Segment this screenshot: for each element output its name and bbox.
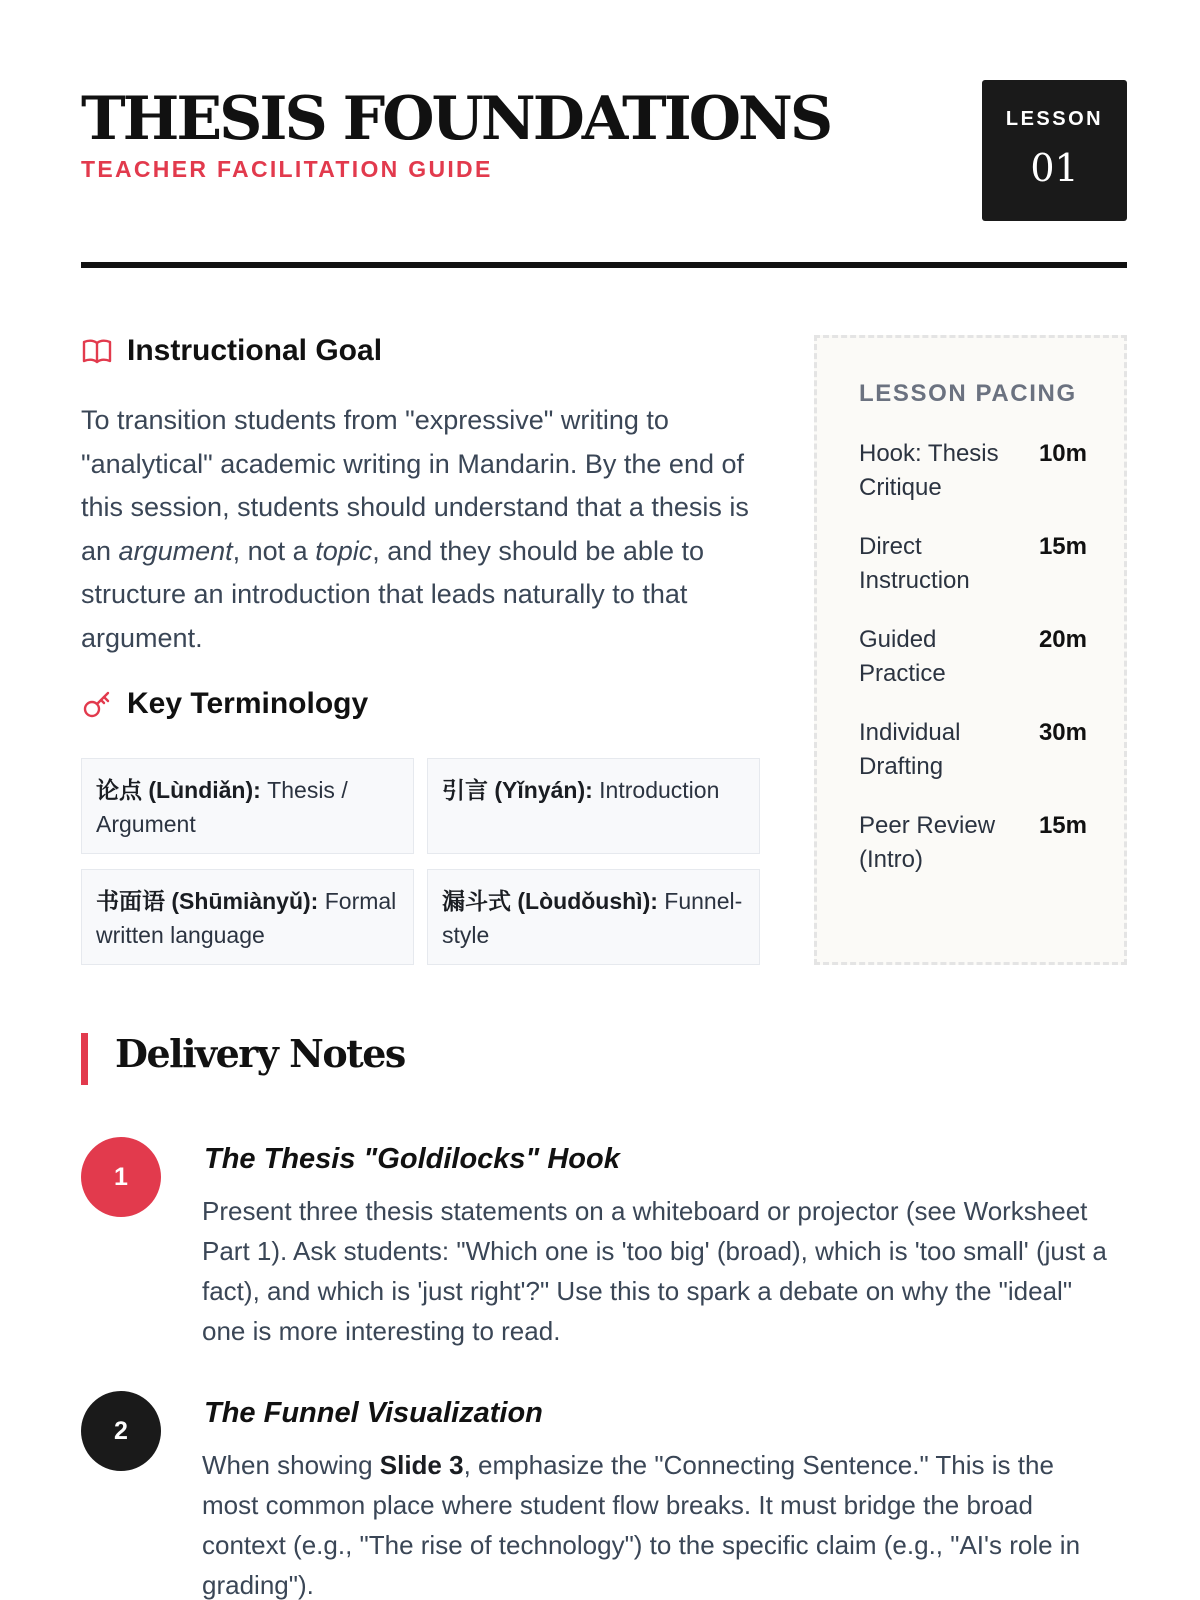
key-icon <box>81 688 113 720</box>
goal-heading <box>81 334 382 368</box>
pacing-label: Peer Review (Intro) <box>859 812 996 873</box>
pacing-label: Guided Practice <box>859 626 946 687</box>
delivery-notes-accent-bar <box>81 1033 88 1085</box>
note-number-badge: 1 <box>81 1137 161 1217</box>
book-icon <box>81 335 113 367</box>
lesson-number: 01 <box>1030 146 1079 190</box>
goal-emphasis-argument: argument <box>118 535 233 566</box>
term-label: 论点 (Lùndiǎn): <box>96 777 261 803</box>
terminology-heading-label: Key Terminology <box>127 687 369 720</box>
page-title: THESIS FOUNDATIONS <box>81 84 831 154</box>
header <box>81 80 1127 280</box>
term-label: 书面语 (Shūmiànyǔ): <box>96 888 319 914</box>
terminology-heading <box>81 687 368 721</box>
facilitation-guide-page <box>81 0 1127 1600</box>
lesson-pacing-panel <box>814 335 1127 965</box>
note-body: Present three thesis statements on a whiteboard or projector (see Worksheet Part 1). Ask students: "Which one is 'too big' (broad), which is 'too small' (just a fact), and which is 'just right'?" Use this to spark a debate on why the "ideal" one is more interesting to read. <box>202 1196 1107 1346</box>
lesson-badge <box>982 80 1127 221</box>
pacing-time: 10m <box>1038 440 1087 467</box>
term-definition: Thesis / Argument <box>96 777 348 837</box>
note-title: The Thesis "Goldilocks" Hook <box>204 1143 620 1175</box>
pacing-time: 15m <box>1038 812 1087 839</box>
term-card-yinyan <box>427 758 760 854</box>
term-label: 漏斗式 (Lòudǒushì): <box>442 888 658 914</box>
goal-text-part: , and they should be able to structure an introduction that leads naturally to that argument. <box>81 535 704 653</box>
pacing-time: 20m <box>1038 626 1087 653</box>
delivery-notes-heading: Delivery Notes <box>115 1031 405 1076</box>
pacing-time: 15m <box>1038 533 1087 560</box>
goal-text-part: To transition students from "expressive" writing to "analytical" academic writing in Mandarin. By the end of this session, students should understand that a thesis is an <box>81 405 749 566</box>
terminology-grid <box>81 758 761 966</box>
pacing-label: Individual Drafting <box>859 719 961 780</box>
note-body <box>202 1445 1114 1600</box>
term-card-shumianyu <box>81 869 414 965</box>
pacing-title: LESSON PACING <box>859 380 1077 407</box>
term-definition: Introduction <box>592 777 720 803</box>
page-subtitle: TEACHER FACILITATION GUIDE <box>81 156 493 182</box>
term-label: 引言 (Yǐnyán): <box>442 777 593 803</box>
pacing-time: 30m <box>1038 719 1087 746</box>
goal-text <box>81 399 771 660</box>
note-number-badge: 2 <box>81 1391 161 1471</box>
header-divider <box>81 262 1127 268</box>
lesson-label: LESSON <box>1005 108 1104 130</box>
pacing-label: Direct Instruction <box>859 533 970 594</box>
goal-text-part: , not a <box>232 535 316 566</box>
goal-emphasis-topic: topic <box>315 535 373 566</box>
term-definition: Funnel-style <box>442 888 743 948</box>
term-definition: Formal written language <box>96 888 397 948</box>
term-card-loudoushi <box>427 869 760 965</box>
note-body-bold: Slide 3 <box>379 1450 464 1480</box>
note-title: The Funnel Visualization <box>204 1397 543 1429</box>
note-body-part: When showing <box>202 1450 380 1480</box>
pacing-label: Hook: Thesis Critique <box>859 440 999 501</box>
term-card-lundian <box>81 758 414 854</box>
note-body-part: , emphasize the "Connecting Sentence." This is the most common place where student flow breaks. It must bridge the broad context (e.g., "The rise of technology") to the specific claim (e.g., "AI's role in grading"). <box>202 1450 1081 1600</box>
goal-heading-label: Instructional Goal <box>127 334 383 367</box>
